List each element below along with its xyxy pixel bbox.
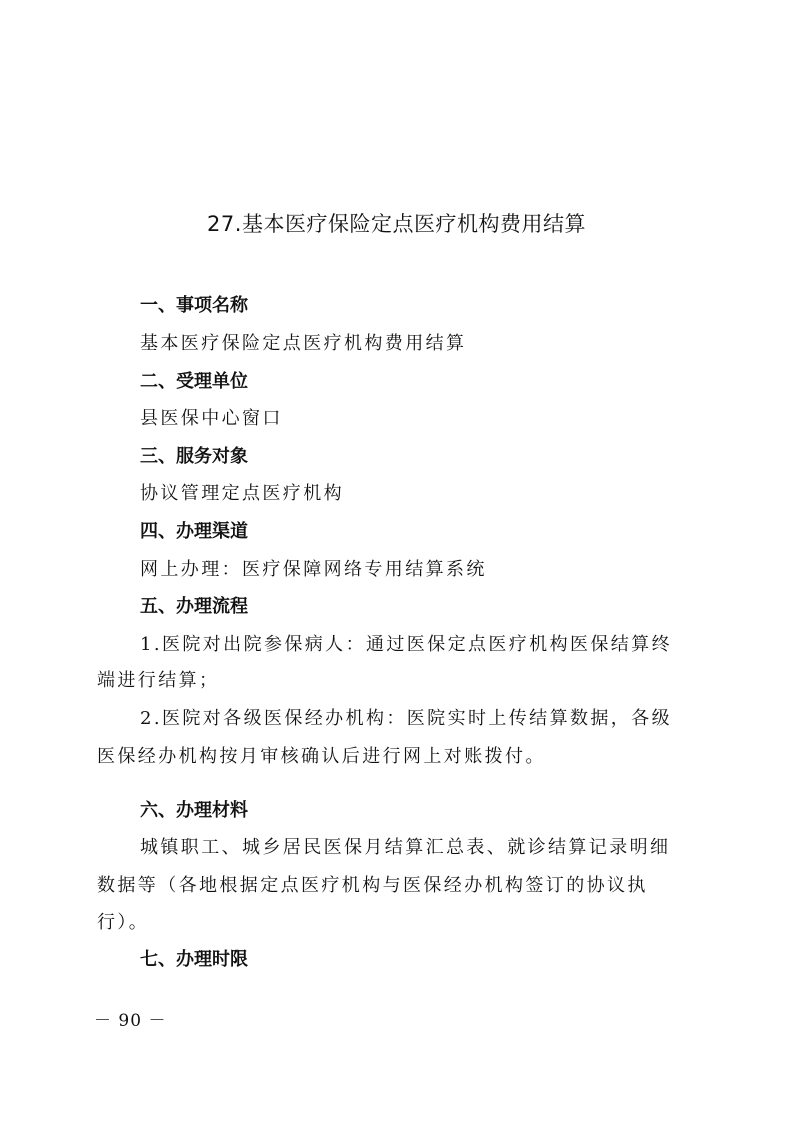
section-body-line: 协议管理定点医疗机构 [140,483,344,504]
section-heading-channel: 四、办理渠道 [140,521,248,542]
section-body-line: 县医保中心窗口 [140,408,283,429]
section-body-line: 网上办理：医疗保障网络专用结算系统 [140,559,487,580]
section-heading-service-target: 三、服务对象 [140,446,248,467]
section-body-line: 端进行结算； [97,670,220,691]
section-body-line: 数据等（各地根据定点医疗机构与医保经办机构签订的协议执 [97,875,648,896]
section-heading-materials: 六、办理材料 [140,800,248,821]
section-body-line: 1.医院对出院参保病人：通过医保定点医疗机构医保结算终 [140,634,672,655]
section-heading-item-name: 一、事项名称 [140,295,248,316]
section-heading-process: 五、办理流程 [140,596,248,617]
section-body-line: 基本医疗保险定点医疗机构费用结算 [140,333,467,354]
section-body-line: 2.医院对各级医保经办机构：医院实时上传结算数据，各级 [140,708,672,729]
section-body-line: 城镇职工、城乡居民医保月结算汇总表、就诊结算记录明细 [140,837,671,858]
page-number: － 90 － [94,1011,167,1031]
section-heading-accepting-unit: 二、受理单位 [140,371,248,392]
document-title: 27.基本医疗保险定点医疗机构费用结算 [207,212,586,236]
section-heading-time-limit: 七、办理时限 [140,949,248,970]
section-body-line: 行）。 [97,912,150,933]
section-body-line: 医保经办机构按月审核确认后进行网上对账拨付。 [97,746,546,767]
